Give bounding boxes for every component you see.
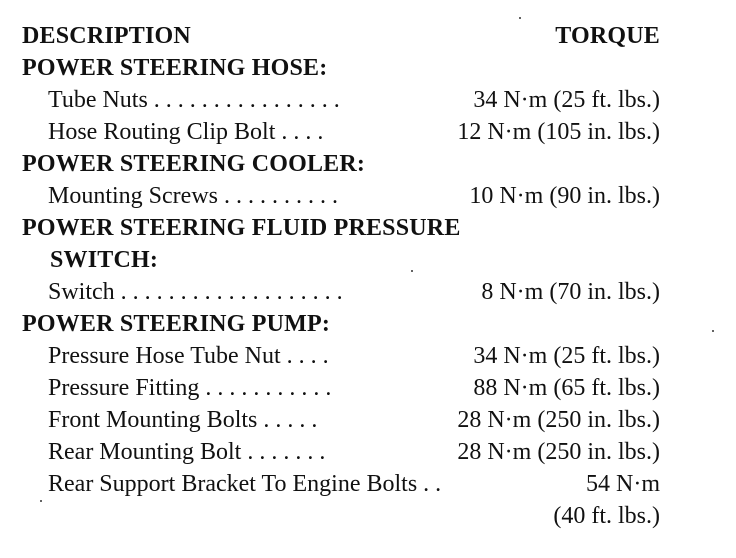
section-heading-pressure-switch [0, 212, 736, 244]
scan-speck [411, 270, 413, 272]
table-row [0, 404, 736, 436]
item-label: Pressure Fitting . . . . . . . . . . . [48, 375, 332, 401]
table-row [0, 436, 736, 468]
torque-value: 88 N·m (65 ft. lbs.) [473, 375, 660, 401]
section-title: POWER STEERING FLUID PRESSURE [22, 215, 461, 241]
torque-value: 8 N·m (70 in. lbs.) [481, 279, 660, 305]
scan-speck [40, 500, 42, 502]
item-label: Pressure Hose Tube Nut . . . . [48, 343, 329, 369]
section-title: POWER STEERING PUMP: [22, 311, 331, 337]
item-label: Hose Routing Clip Bolt . . . . [48, 119, 324, 145]
torque-value: 10 N·m (90 in. lbs.) [469, 183, 660, 209]
torque-column-header: TORQUE [555, 23, 660, 49]
table-row [0, 372, 736, 404]
item-label: Front Mounting Bolts . . . . . [48, 407, 318, 433]
section-heading-cooler [0, 148, 736, 180]
scan-speck [712, 330, 714, 332]
section-title: POWER STEERING COOLER: [22, 151, 366, 177]
item-label: Rear Support Bracket To Engine Bolts . . [48, 471, 442, 497]
section-heading-pump [0, 308, 736, 340]
torque-value: 34 N·m (25 ft. lbs.) [473, 87, 660, 113]
torque-value: 28 N·m (250 in. lbs.) [457, 439, 660, 465]
section-title-continued: SWITCH: [50, 247, 159, 273]
scan-speck [519, 17, 521, 19]
table-row [0, 84, 736, 116]
torque-value: 54 N·m [586, 471, 660, 497]
section-heading-pressure-switch-line2 [0, 244, 736, 276]
item-label: Tube Nuts . . . . . . . . . . . . . . . . [48, 87, 340, 113]
table-row [0, 116, 736, 148]
item-label: Switch . . . . . . . . . . . . . . . . . . . [48, 279, 343, 305]
torque-value: 34 N·m (25 ft. lbs.) [473, 343, 660, 369]
item-label: Mounting Screws . . . . . . . . . . [48, 183, 338, 209]
item-label: Rear Mounting Bolt . . . . . . . [48, 439, 326, 465]
description-column-header: DESCRIPTION [22, 23, 191, 49]
table-row-continued [0, 500, 736, 532]
torque-value: (40 ft. lbs.) [553, 503, 660, 529]
torque-value: 12 N·m (105 in. lbs.) [457, 119, 660, 145]
section-heading-hose [0, 52, 736, 84]
section-title: POWER STEERING HOSE: [22, 55, 328, 81]
table-row [0, 276, 736, 308]
table-row [0, 468, 736, 500]
table-header [0, 20, 736, 52]
table-row [0, 340, 736, 372]
torque-value: 28 N·m (250 in. lbs.) [457, 407, 660, 433]
table-row [0, 180, 736, 212]
